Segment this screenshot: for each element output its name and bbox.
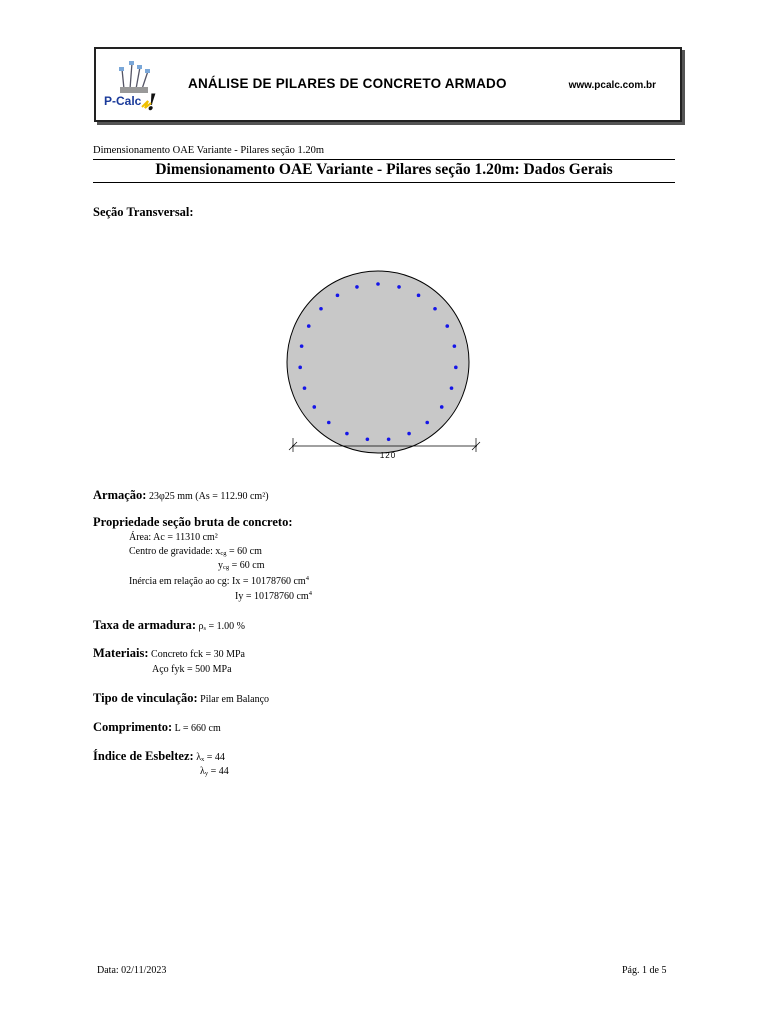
comprimento-line: [93, 720, 221, 735]
esbeltez-line: Índice de Esbeltez: λx = 44: [93, 749, 225, 763]
concrete-section: [287, 271, 469, 453]
divider-bottom: [93, 182, 675, 183]
rebar-dot: [425, 421, 429, 425]
rebar-dot: [336, 294, 340, 298]
banner-title: ANÁLISE DE PILARES DE CONCRETO ARMADO: [188, 76, 507, 91]
rebar-dot: [454, 366, 458, 370]
rebar-dot: [376, 282, 380, 286]
section-label: Seção Transversal:: [93, 205, 194, 219]
rebar-dot: [433, 307, 437, 311]
esbeltez-label: Índice de Esbeltez:: [93, 749, 194, 763]
running-header: Dimensionamento OAE Variante - Pilares seção 1.20m: [93, 145, 325, 156]
rebar-dot: [327, 421, 331, 425]
rebar-dot: [366, 437, 370, 441]
rebar-dot: [303, 386, 307, 390]
rebar-dot: [345, 432, 349, 436]
esbeltez-y-line: λy = 44: [200, 766, 229, 777]
page-title: Dimensionamento OAE Variante - Pilares seção 1.20m: Dados Gerais: [155, 161, 613, 178]
svg-text:!: !: [147, 90, 157, 115]
taxa-line: Taxa de armadura: ρs = 1.00 %: [93, 618, 246, 632]
vinculacao-value: Pilar em Balanço: [200, 694, 270, 705]
comprimento-value: L = 660 cm: [174, 723, 221, 734]
armacao-line: [93, 488, 269, 503]
rebar-dot: [440, 405, 444, 409]
vinculacao-label: Tipo de vinculação:: [93, 691, 198, 705]
rebar-dot: [307, 324, 311, 328]
armacao-label: Armação:: [93, 488, 147, 502]
rebar-dot: [417, 294, 421, 298]
footer-date: Data: 02/11/2023: [97, 965, 167, 976]
rebar-dot: [397, 285, 401, 289]
cg-y-line: ycg = 60 cm: [218, 560, 265, 571]
rebar-dot: [450, 386, 454, 390]
rebar-dot: [300, 344, 304, 348]
aco-line: Aço fyk = 500 MPa: [152, 664, 232, 675]
rebar-dot: [298, 366, 302, 370]
rebar-dot: [407, 432, 411, 436]
inercia-y-line: Iy = 10178760 $cm^4$: [235, 590, 312, 602]
dimension-label: 120: [379, 451, 397, 460]
rebar-dot: [319, 307, 323, 311]
rebar-dot: [355, 285, 359, 289]
rebar-dot: [387, 437, 391, 441]
pcalc-logo: [102, 57, 164, 115]
propriedade-label: Propriedade seção bruta de concreto:: [93, 515, 293, 529]
vinculacao-line: [93, 691, 269, 706]
comprimento-label: Comprimento:: [93, 720, 173, 734]
inercia-x-line: Inércia em relação ao cg: Ix = 10178760 $cm^4$: [129, 575, 309, 587]
cg-x-line: Centro de gravidade: xcg = 60 cm: [129, 546, 262, 557]
rebar-dot: [453, 344, 457, 348]
footer-page: Pág. 1 de 5: [622, 965, 667, 976]
propriedade-heading: [93, 515, 293, 530]
armacao-value: 23φ25 mm: [148, 491, 193, 502]
materiais-line: [93, 646, 245, 661]
rebar-dot: [312, 405, 316, 409]
cross-section-drawing: [285, 258, 485, 468]
banner-url: www.pcalc.com.br: [568, 80, 656, 91]
concreto-value: Concreto fck = 30 MPa: [151, 649, 245, 660]
armacao-detail: (As = 112.90 cm²): [195, 491, 269, 502]
divider-top: [93, 159, 675, 160]
rebar-dot: [445, 324, 449, 328]
area-line: Área: Ac = 11310 cm²: [129, 532, 218, 543]
materiais-label: Materiais:: [93, 646, 149, 660]
header-banner: [94, 47, 682, 122]
logo-text: P-Calc: [104, 94, 142, 108]
taxa-label: Taxa de armadura:: [93, 618, 197, 632]
